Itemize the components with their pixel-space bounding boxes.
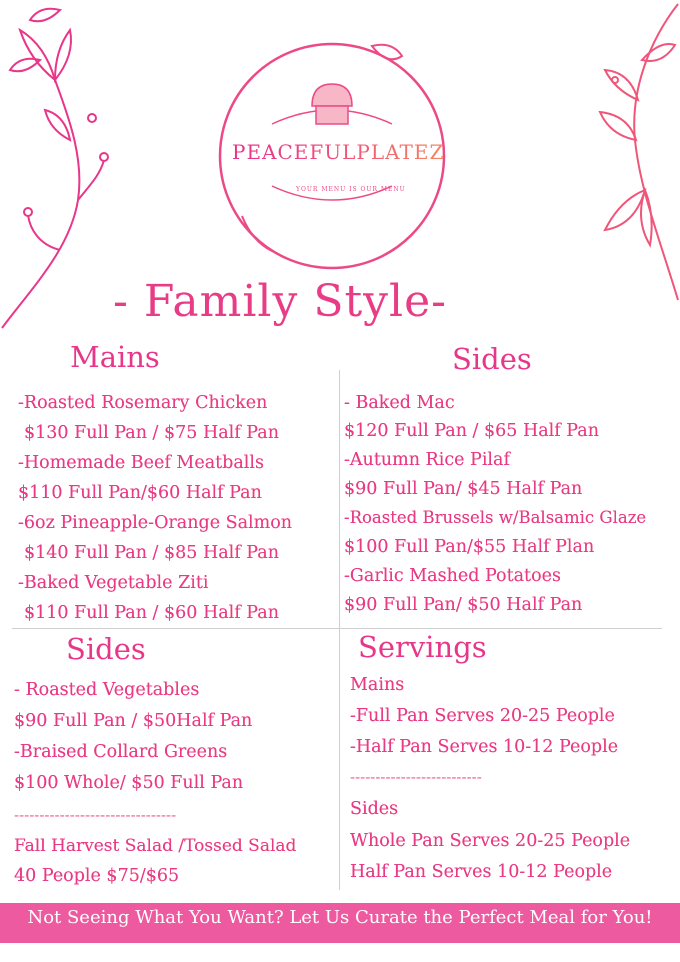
salad-line: 40 People $75/$65: [14, 866, 180, 886]
logo-brand: PEACEFULPLATEZ: [232, 140, 445, 164]
servings-line: -Half Pan Serves 10-12 People: [350, 737, 619, 757]
bottom-sides-line: $100 Whole/ $50 Full Pan: [14, 773, 244, 793]
mains-line: $130 Full Pan / $75 Half Pan: [24, 423, 279, 443]
logo-tagline: YOUR MENU IS OUR MENU: [296, 186, 406, 193]
salad-line: Fall Harvest Salad /Tossed Salad: [14, 836, 297, 856]
bottom-left-dashed-divider: --------------------------------: [14, 806, 177, 824]
servings-dashed-divider: --------------------------: [350, 768, 482, 786]
page-title: - Family Style-: [113, 276, 447, 327]
bottom-sides-heading: Sides: [66, 632, 146, 666]
sides-line: $90 Full Pan/ $50 Half Pan: [344, 595, 583, 615]
sides-line: $120 Full Pan / $65 Half Pan: [344, 421, 599, 441]
sides-line: -Roasted Brussels w/Balsamic Glaze: [344, 508, 647, 527]
sides-line: $100 Full Pan/$55 Half Plan: [344, 537, 595, 557]
sides-line: $90 Full Pan/ $45 Half Pan: [344, 479, 583, 499]
bottom-sides-line: $90 Full Pan / $50Half Pan: [14, 711, 253, 731]
bottom-sides-line: -Braised Collard Greens: [14, 742, 228, 762]
mains-line: -6oz Pineapple-Orange Salmon: [18, 513, 293, 533]
sides-line: - Baked Mac: [344, 393, 455, 413]
right-floral-branch-icon: [580, 0, 680, 310]
mains-line: -Baked Vegetable Ziti: [18, 573, 209, 593]
servings-sides-label: Sides: [350, 799, 399, 819]
mains-heading: Mains: [70, 340, 160, 374]
sides-line: -Autumn Rice Pilaf: [344, 450, 510, 470]
servings-line: Half Pan Serves 10-12 People: [350, 862, 613, 882]
servings-line: Whole Pan Serves 20-25 People: [350, 831, 631, 851]
sides-heading: Sides: [452, 342, 532, 376]
column-divider: [339, 370, 340, 890]
servings-heading: Servings: [358, 630, 487, 664]
servings-mains-label: Mains: [350, 675, 405, 695]
footer-text: Not Seeing What You Want? Let Us Curate the Perfect Meal for You!: [27, 907, 653, 928]
sides-line: -Garlic Mashed Potatoes: [344, 566, 561, 586]
bottom-sides-line: - Roasted Vegetables: [14, 680, 200, 700]
row-divider: [12, 628, 662, 629]
mains-line: -Roasted Rosemary Chicken: [18, 393, 268, 413]
mains-line: -Homemade Beef Meatballs: [18, 453, 264, 473]
mains-line: $140 Full Pan / $85 Half Pan: [24, 543, 279, 563]
mains-line: $110 Full Pan/$60 Half Pan: [18, 483, 262, 503]
bottom-strip: [0, 943, 680, 962]
mains-line: $110 Full Pan / $60 Half Pan: [24, 603, 279, 623]
servings-line: -Full Pan Serves 20-25 People: [350, 706, 615, 726]
